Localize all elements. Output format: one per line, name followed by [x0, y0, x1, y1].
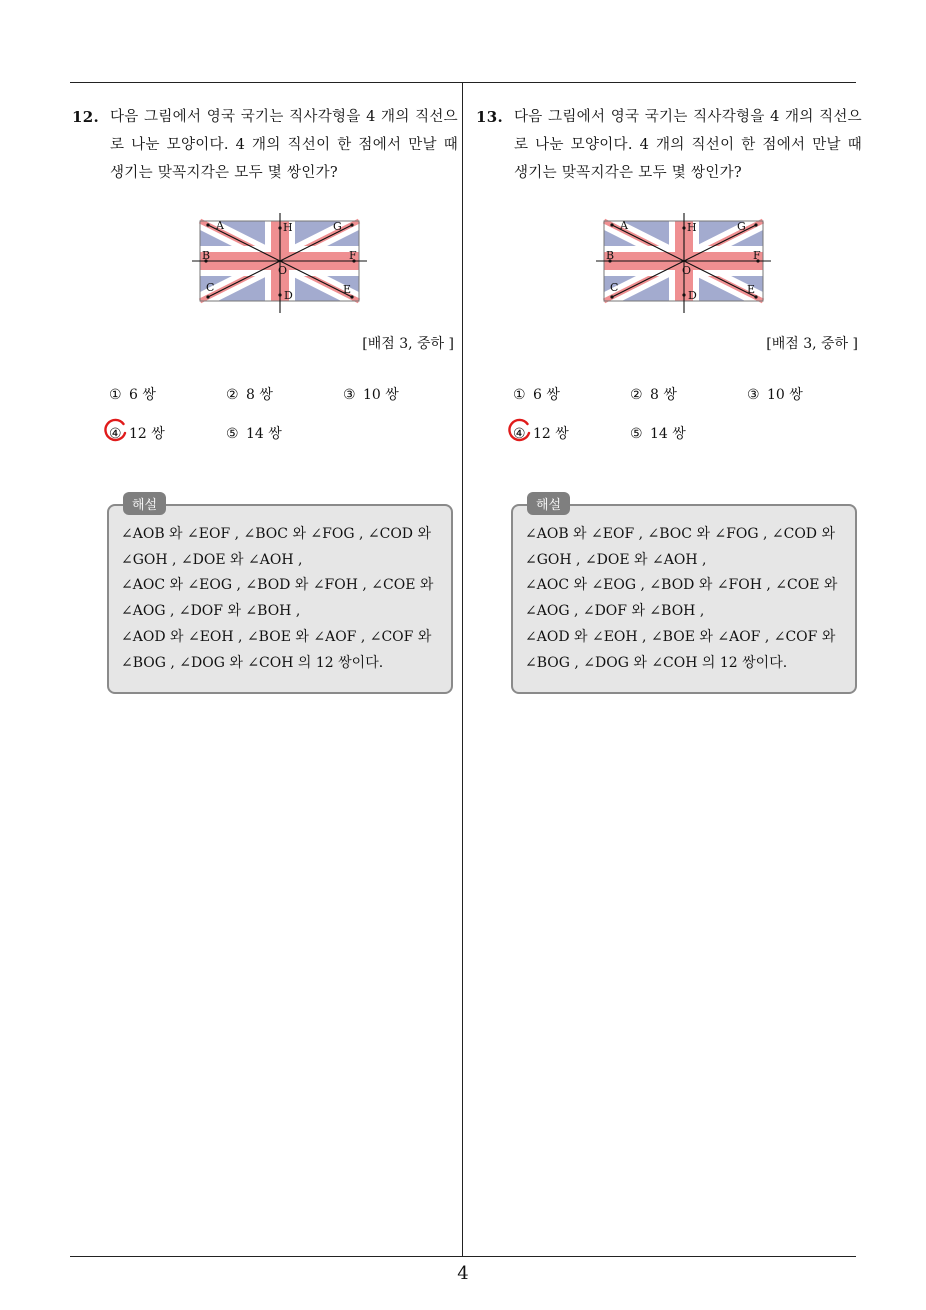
- label-o: O: [682, 264, 692, 277]
- choice-text: 6 쌍: [129, 387, 156, 403]
- choice-1[interactable]: [513, 384, 560, 404]
- question-text: 다음 그림에서 영국 국기는 직사각형을 4 개의 직선으로 나눈 모양이다. 4 개의 직선이 한 점에서 만날 때 생기는 맞꼭지각은 모두 몇 쌍인가?: [514, 109, 862, 181]
- choice-mark: ①: [513, 387, 526, 403]
- label-g: G: [737, 220, 746, 233]
- score-label: [배점 3, 중하 ]: [766, 336, 858, 352]
- choice-text: 6 쌍: [533, 387, 560, 403]
- solution-line: ∠AOG , ∠DOF 와 ∠BOH ,: [121, 603, 301, 620]
- choice-mark: ⑤: [226, 426, 239, 442]
- label-a: A: [620, 219, 628, 232]
- question-number: 13.: [476, 108, 503, 126]
- answer-circle-icon: [508, 418, 532, 442]
- label-d: D: [688, 289, 697, 302]
- solution-line: ∠AOD 와 ∠EOH , ∠BOE 와 ∠AOF , ∠COF 와: [121, 628, 432, 645]
- solution-box: [511, 498, 857, 694]
- solution-line: ∠BOG , ∠DOG 와 ∠COH 의 12 쌍이다.: [121, 654, 384, 671]
- solution-line: ∠AOC 와 ∠EOG , ∠BOD 와 ∠FOH , ∠COE 와: [121, 577, 434, 594]
- choice-text: 10 쌍: [767, 387, 803, 403]
- choice-text: 10 쌍: [363, 387, 399, 403]
- choice-5[interactable]: [226, 423, 282, 443]
- choice-4[interactable]: [513, 423, 569, 443]
- choice-text: 8 쌍: [650, 387, 677, 403]
- question-number: 12.: [72, 108, 99, 126]
- choice-mark: ③: [747, 387, 760, 403]
- solution-line: ∠AOB 와 ∠EOF , ∠BOC 와 ∠FOG , ∠COD 와: [525, 526, 835, 542]
- page-number: 4: [457, 1263, 469, 1284]
- choice-mark: ⑤: [630, 426, 643, 442]
- choice-mark: ④: [109, 426, 122, 442]
- label-e: E: [343, 283, 352, 296]
- score-label: [배점 3, 중하 ]: [362, 336, 454, 352]
- label-h: H: [283, 221, 293, 234]
- label-d: D: [284, 289, 293, 302]
- choice-text: 12 쌍: [129, 426, 165, 442]
- solution-line: ∠AOC 와 ∠EOG , ∠BOD 와 ∠FOH , ∠COE 와: [525, 577, 838, 594]
- label-c: C: [206, 281, 215, 294]
- choice-mark: ④: [513, 426, 526, 442]
- label-f: F: [349, 249, 357, 262]
- choice-mark: ③: [343, 387, 356, 403]
- question-text: 다음 그림에서 영국 국기는 직사각형을 4 개의 직선으로 나눈 모양이다. 4 개의 직선이 한 점에서 만날 때 생기는 맞꼭지각은 모두 몇 쌍인가?: [110, 109, 458, 181]
- choice-text: 14 쌍: [650, 426, 686, 442]
- label-h: H: [687, 221, 697, 234]
- solution-line: ∠GOH , ∠DOE 와 ∠AOH ,: [525, 551, 707, 568]
- choice-4[interactable]: [109, 423, 165, 443]
- choice-text: 12 쌍: [533, 426, 569, 442]
- choice-text: 8 쌍: [246, 387, 273, 403]
- solution-line: ∠AOD 와 ∠EOH , ∠BOE 와 ∠AOF , ∠COF 와: [525, 628, 836, 645]
- choice-2[interactable]: [630, 384, 677, 404]
- choice-mark: ②: [630, 387, 643, 403]
- answer-circle-icon: [104, 418, 128, 442]
- choice-3[interactable]: [343, 384, 399, 404]
- label-f: F: [753, 249, 761, 262]
- label-g: G: [333, 220, 342, 233]
- choice-3[interactable]: [747, 384, 803, 404]
- choice-mark: ②: [226, 387, 239, 403]
- label-a: A: [216, 219, 224, 232]
- label-c: C: [610, 281, 619, 294]
- solution-line: ∠BOG , ∠DOG 와 ∠COH 의 12 쌍이다.: [525, 654, 788, 671]
- solution-line: ∠GOH , ∠DOE 와 ∠AOH ,: [121, 551, 303, 568]
- question-13: [476, 103, 862, 671]
- choice-1[interactable]: [109, 384, 156, 404]
- label-b: B: [202, 249, 211, 262]
- union-jack-figure: [192, 213, 367, 313]
- top-rule: [70, 82, 856, 83]
- choice-5[interactable]: [630, 423, 686, 443]
- solution-badge: 해설: [123, 492, 166, 515]
- choice-text: 14 쌍: [246, 426, 282, 442]
- solution-badge: 해설: [527, 492, 570, 515]
- choice-2[interactable]: [226, 384, 273, 404]
- solution-box: [107, 498, 453, 694]
- label-o: O: [278, 264, 288, 277]
- choice-mark: ①: [109, 387, 122, 403]
- column-divider: [462, 82, 463, 1257]
- bottom-rule: [70, 1256, 856, 1257]
- union-jack-figure: [596, 213, 771, 313]
- label-b: B: [606, 249, 615, 262]
- solution-line: ∠AOB 와 ∠EOF , ∠BOC 와 ∠FOG , ∠COD 와: [121, 526, 431, 542]
- solution-line: ∠AOG , ∠DOF 와 ∠BOH ,: [525, 603, 705, 620]
- question-12: [72, 103, 458, 671]
- label-e: E: [747, 283, 756, 296]
